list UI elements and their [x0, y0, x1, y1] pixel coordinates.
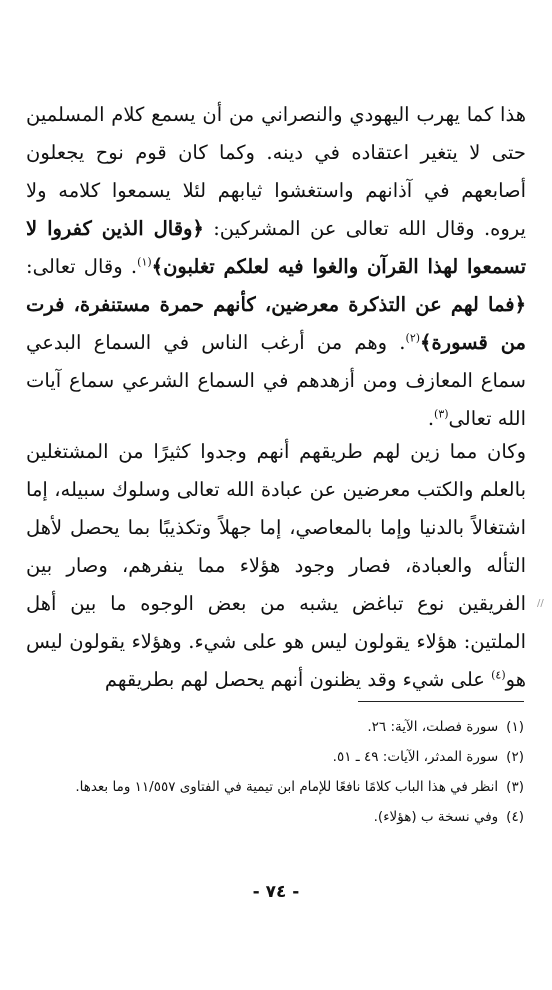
- footnote-text: وفي نسخة ب (هؤلاء).: [373, 809, 499, 825]
- footnote-3: [30, 772, 524, 802]
- footnote-number: (١): [506, 719, 524, 735]
- quran-quote-muddathir: ﴿فما لهم عن التذكرة معرضين، كأنهم حمرة مستنفرة، فرت من قسورة﴾: [26, 293, 526, 354]
- paragraph-2-text-part-1: وكان مما زين لهم طريقهم أنهم وجدوا كثيرًا من المشتغلين بالعلم والكتب معرضين عن عبادة الله تعالى وسلوك سبيله، إما اشتغالاً بالدنيا وإما بالمعاصي، إما جهلاً وتكذيبًا بما يحصل لأهل التأله والعبادة، فصار وجود هؤلاء مما ينفرهم، وصار بين الفريقين نوع تباغض يشبه من بعض الوجوه ما بين أهل الملتين: هؤلاء يقولون ليس هو على شيء. وهؤلاء يقولون ليس هو: [26, 440, 526, 691]
- footnote-number: (٣): [506, 779, 524, 795]
- footnote-text: سورة المدثر، الآيات: ٤٩ ـ ٥١.: [332, 749, 499, 765]
- footnote-2: [30, 742, 524, 772]
- paragraph-1-text-part-3: . وهم من أرغب الناس في السماع البدعي سماع المعازف ومن أزهدهم في السماع الشرعي سماع آيات الله تعالى: [26, 331, 526, 430]
- footnote-ref-2: (٢): [405, 331, 421, 345]
- paragraph-2-text-part-2: على شيء وقد يظنون أنهم يحصل لهم بطريقهم: [104, 668, 492, 691]
- paragraph-2-text: [26, 433, 526, 699]
- paragraph-1-text: [26, 96, 526, 438]
- paragraph-1: [26, 96, 526, 438]
- footnote-text: انظر في هذا الباب كلامًا نافعًا للإمام ابن تيمية في الفتاوى ١١/٥٥٧ وما بعدها.: [75, 779, 499, 795]
- footnote-ref-3: (٣): [434, 407, 449, 421]
- page-number: - ٧٤ -: [252, 882, 300, 902]
- footnote-ref-1: (١): [137, 255, 152, 269]
- footnote-ref-4: (٤): [491, 668, 506, 682]
- quran-quote-fussilat: ﴿وقال الذين كفروا لا تسمعوا لهذا القرآن والغوا فيه لعلكم تغلبون﴾: [26, 217, 527, 278]
- paragraph-1-text-part-2: . وقال تعالى:: [26, 255, 138, 278]
- paragraph-2: [26, 433, 526, 699]
- footnote-number: (٢): [506, 749, 524, 765]
- paragraph-1-text-part-1: هذا كما يهرب اليهودي والنصراني من أن يسمع كلام المسلمين حتى لا يتغير اعتقاده في دينه. وكما كان قوم نوح يجعلون أصابعهم في آذانهم واستغشوا ثيابهم لئلا يسمعوا كلامه ولا يروه. وقال الله تعالى عن المشركين:: [26, 103, 526, 240]
- footnote-1: [30, 712, 524, 742]
- paragraph-1-text-part-4: .: [427, 407, 435, 430]
- footnote-divider: [358, 701, 524, 702]
- footnote-text: سورة فصلت، الآية: ٢٦.: [367, 719, 499, 735]
- footnote-4: [30, 802, 524, 832]
- footnotes-section: [30, 712, 524, 832]
- footnote-number: (٤): [506, 809, 524, 825]
- margin-mark: //: [537, 598, 544, 609]
